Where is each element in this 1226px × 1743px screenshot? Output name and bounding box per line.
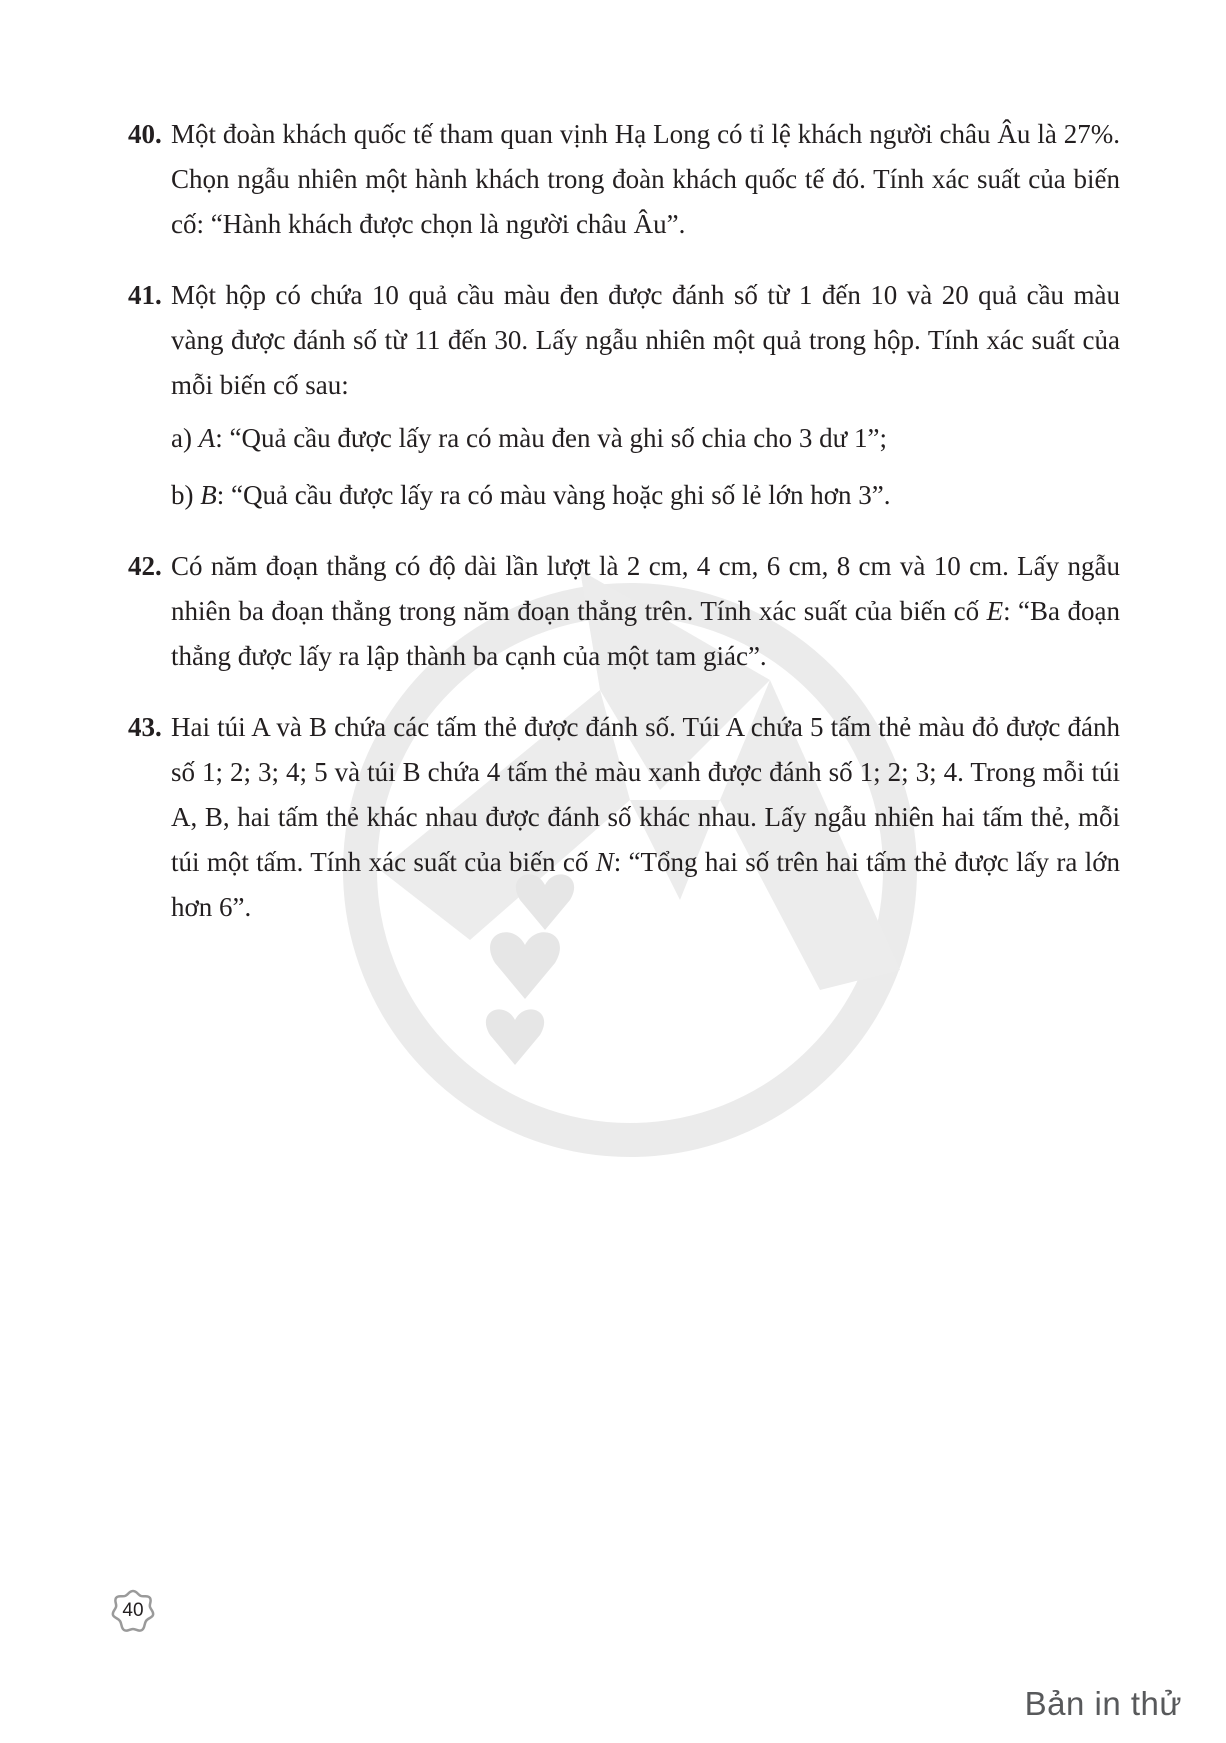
sub-question-prefix: a)	[171, 423, 199, 453]
event-variable: E	[986, 596, 1004, 626]
problem-text	[171, 705, 1120, 930]
sub-question-prefix: b)	[171, 480, 201, 510]
problem-text-after: : “Ba đoạn thẳng được lấy ra lập thành ba cạnh của một tam giác”.	[171, 596, 1120, 671]
problem-40	[128, 112, 1120, 247]
problem-text: Một hộp có chứa 10 quả cầu màu đen được đánh số từ 1 đến 10 và 20 quả cầu màu vàng được đánh số từ 11 đến 30. Lấy ngẫu nhiên một quả trong hộp. Tính xác suất của mỗi biến cố sau:	[171, 280, 1120, 400]
problem-number: 41.	[128, 280, 162, 310]
problem-number: 40.	[128, 119, 162, 149]
exercise-list	[128, 112, 1120, 930]
proof-label: Bản in thử	[1024, 1685, 1182, 1722]
problem-text	[171, 544, 1120, 679]
page-number-badge	[110, 1588, 156, 1634]
problem-43	[128, 705, 1120, 930]
problem-text-before: Có năm đoạn thẳng có độ dài lần lượt là 2 cm, 4 cm, 6 cm, 8 cm và 10 cm. Lấy ngẫu nhiên ba đoạn thẳng trong năm đoạn thẳng trên. Tính xác suất của biến cố	[171, 551, 1120, 626]
event-variable: N	[595, 847, 614, 877]
event-variable: A	[198, 423, 216, 453]
page-number: 40	[122, 1600, 144, 1621]
problem-text-after: : “Tổng hai số trên hai tấm thẻ được lấy ra lớn hơn 6”.	[171, 847, 1120, 922]
sub-question-b	[171, 473, 1120, 518]
problem-42	[128, 544, 1120, 679]
problem-41	[128, 273, 1120, 518]
event-variable: B	[200, 480, 217, 510]
sub-question-text: : “Quả cầu được lấy ra có màu đen và ghi số chia cho 3 dư 1”;	[215, 423, 888, 453]
problem-number: 43.	[128, 712, 162, 742]
sub-question-a	[171, 416, 1120, 461]
problem-number: 42.	[128, 551, 162, 581]
sub-question-text: : “Quả cầu được lấy ra có màu vàng hoặc ghi số lẻ lớn hơn 3”.	[216, 480, 891, 510]
problem-text: Một đoàn khách quốc tế tham quan vịnh Hạ Long có tỉ lệ khách người châu Âu là 27%. Chọn ngẫu nhiên một hành khách trong đoàn khách quốc tế đó. Tính xác suất của biến cố: “Hành khách được chọn là người châu Âu”.	[171, 119, 1120, 239]
problem-text-before: Hai túi A và B chứa các tấm thẻ được đánh số. Túi A chứa 5 tấm thẻ màu đỏ được đánh số 1; 2; 3; 4; 5 và túi B chứa 4 tấm thẻ màu xanh được đánh số 1; 2; 3; 4. Trong mỗi túi A, B, hai tấm thẻ khác nhau được đánh số khác nhau. Lấy ngẫu nhiên hai tấm thẻ, mỗi túi một tấm. Tính xác suất của biến cố	[171, 712, 1120, 877]
